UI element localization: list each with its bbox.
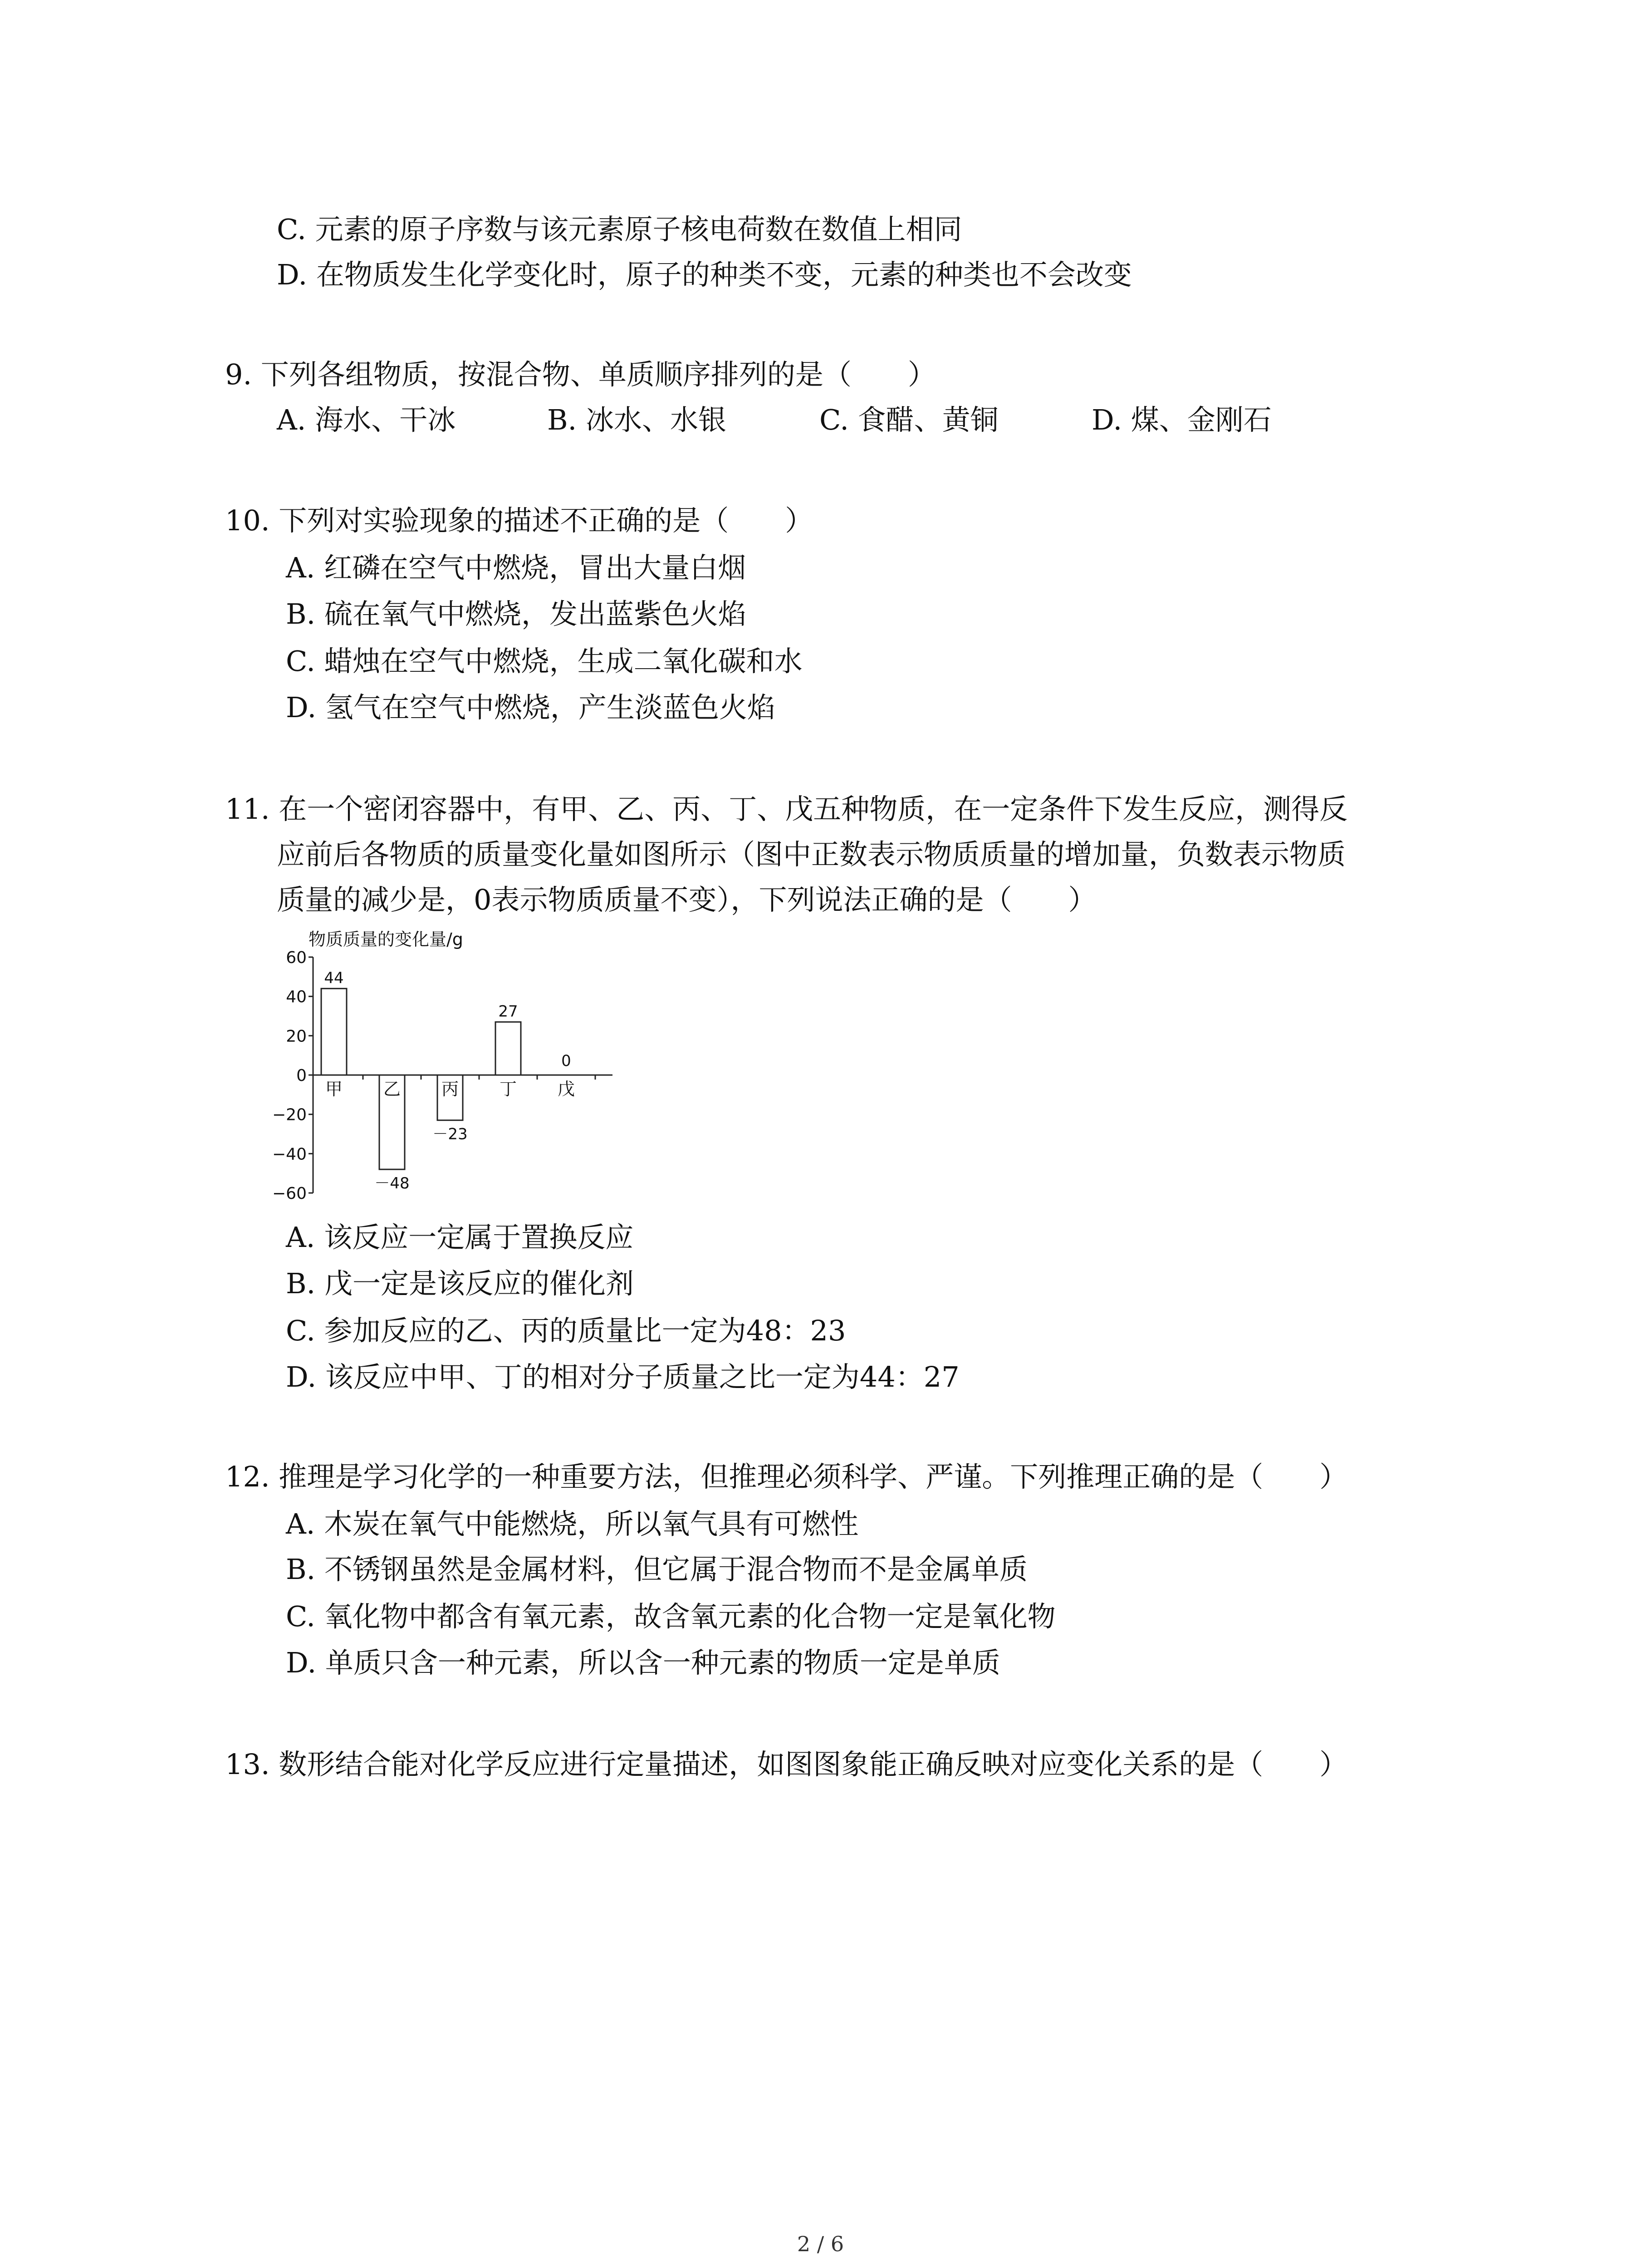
q9-option-d: D. 煤、金刚石	[1092, 403, 1272, 436]
q12-option-b: B. 不锈钢虽然是金属材料，但它属于混合物而不是金属单质	[286, 1553, 1028, 1586]
q10-option-b: B. 硫在氧气中燃烧，发出蓝紫色火焰	[286, 597, 746, 631]
q10-option-a: A. 红磷在空气中燃烧，冒出大量白烟	[286, 551, 746, 584]
q12-option-d: D. 单质只含一种元素，所以含一种元素的物质一定是单质	[286, 1646, 1000, 1679]
category-label: 丙	[441, 1079, 459, 1099]
chart-title: 物质质量的变化量/g	[309, 929, 463, 949]
y-tick-label: −60	[272, 1184, 307, 1203]
q12-option-c: C. 氧化物中都含有氧元素，故含氧元素的化合物一定是氧化物	[286, 1600, 1056, 1633]
bar-4	[495, 1022, 521, 1075]
q10-option-c: C. 蜡烛在空气中燃烧，生成二氧化碳和水	[286, 645, 803, 678]
page-number: 2 / 6	[797, 2232, 844, 2256]
q10-stem: 10. 下列对实验现象的描述不正确的是（ ）	[225, 504, 813, 537]
bar-1	[321, 988, 347, 1075]
value-label: 0	[561, 1052, 571, 1070]
q11-stem-line2: 应前后各物质的质量变化量如图所示（图中正数表示物质质量的增加量，负数表示物质	[277, 838, 1346, 871]
q8-option-d: D. 在物质发生化学变化时，原子的种类不变，元素的种类也不会改变	[277, 258, 1132, 291]
q12-option-a: A. 木炭在氧气中能燃烧，所以氧气具有可燃性	[286, 1507, 859, 1540]
q11-option-c: C. 参加反应的乙、丙的质量比一定为48：23	[286, 1314, 846, 1347]
q8-option-c: C. 元素的原子序数与该元素原子核电荷数在数值上相同	[277, 213, 962, 246]
mass-change-bar-chart	[254, 943, 626, 1225]
y-tick-label: −20	[272, 1105, 307, 1124]
q11-option-b: B. 戊一定是该反应的催化剂	[286, 1267, 634, 1300]
y-tick-label: 60	[286, 948, 307, 967]
q11-stem-line1: 11. 在一个密闭容器中，有甲、乙、丙、丁、戊五种物质，在一定条件下发生反应，测得反	[225, 792, 1348, 826]
q9-option-c: C. 食醋、黄铜	[819, 403, 999, 436]
q9-option-b: B. 冰水、水银	[547, 403, 726, 436]
value-label: －23	[432, 1125, 468, 1144]
value-label: －48	[374, 1174, 410, 1193]
q10-option-d: D. 氢气在空气中燃烧，产生淡蓝色火焰	[286, 691, 775, 724]
q12-stem: 12. 推理是学习化学的一种重要方法，但推理必须科学、严谨。下列推理正确的是（ ）	[225, 1460, 1348, 1493]
q9-stem: 9. 下列各组物质，按混合物、单质顺序排列的是（ ）	[225, 358, 936, 391]
q11-stem-line3: 质量的减少是，0表示物质质量不变），下列说法正确的是（ ）	[277, 883, 1097, 916]
y-tick-label: 20	[286, 1027, 307, 1046]
y-tick-label: 40	[286, 987, 307, 1007]
value-label: 27	[498, 1002, 518, 1021]
q13-stem: 13. 数形结合能对化学反应进行定量描述，如图图象能正确反映对应变化关系的是（ ）	[225, 1748, 1348, 1781]
category-label: 甲	[325, 1079, 343, 1099]
value-label: 44	[324, 969, 344, 987]
q9-option-a: A. 海水、干冰	[277, 403, 456, 436]
category-label: 戊	[557, 1079, 575, 1099]
y-tick-label: 0	[296, 1066, 307, 1085]
q11-option-a: A. 该反应一定属于置换反应	[286, 1221, 634, 1254]
q11-option-d: D. 该反应中甲、丁的相对分子质量之比一定为44：27	[286, 1360, 960, 1393]
y-tick-label: −40	[272, 1145, 307, 1164]
category-label: 乙	[383, 1079, 401, 1099]
category-label: 丁	[499, 1079, 517, 1099]
